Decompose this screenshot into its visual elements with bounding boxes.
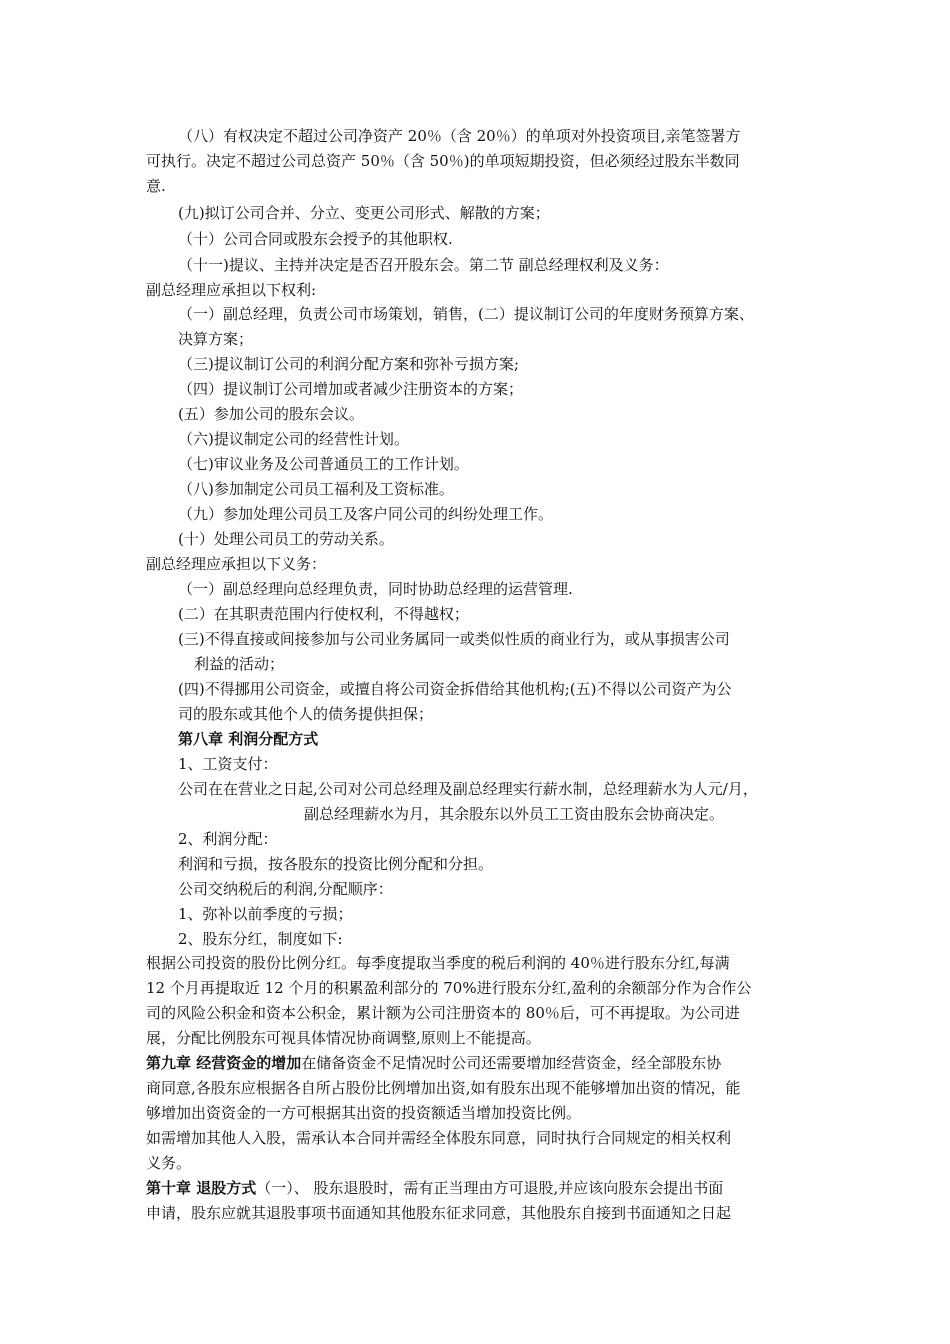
text-line: （三)提议制订公司的利润分配方案和弥补亏损方案; bbox=[178, 355, 519, 373]
text-line: （一）副总经理向总经理负责，同时协助总经理的运营管理. bbox=[178, 580, 573, 598]
chapter-heading: 第十章 退股方式 bbox=[146, 1179, 257, 1197]
text-line bbox=[146, 1053, 721, 1073]
text-line: 如需增加其他人入股，需承认本合同并需经全体股东同意，同时执行合同规定的相关权利 bbox=[146, 1129, 732, 1147]
text-line: 利润和亏损，按各股东的投资比例分配和分担。 bbox=[178, 855, 494, 873]
text-line: （一）副总经理，负责公司市场策划，销售，(二）提议制订公司的年度财务预算方案、 bbox=[178, 305, 754, 323]
text-line: 商同意,各股东应根据各自所占股份比例增加出资,如有股东出现不能够增加出资的情况，能 bbox=[146, 1079, 741, 1097]
text-line: 副总经理薪水为月，其余股东以外员工工资由股东会协商决定。 bbox=[304, 805, 725, 823]
text-line: 申请，股东应就其退股事项书面通知其他股东征求同意，其他股东自接到书面通知之日起 bbox=[146, 1204, 732, 1222]
chapter-heading: 第九章 经营资金的增加 bbox=[146, 1054, 302, 1072]
text-line: 根据公司投资的股份比例分红。每季度提取当季度的税后利润的 40％进行股东分红,每满 bbox=[146, 954, 730, 972]
text-line: 展，分配比例股东可视具体情况协商调整,原则上不能提高。 bbox=[146, 1029, 541, 1047]
text-line: 够增加出资资金的一方可根据其出资的投资额适当增加投资比例。 bbox=[146, 1104, 582, 1122]
text-line: 司的股东或其他个人的债务提供担保； bbox=[178, 705, 434, 723]
text-line: （十一)提议、主持并决定是否召开股东会。第二节 副总经理权利及义务： bbox=[178, 256, 669, 274]
text-line: (九)拟订公司合并、分立、变更公司形式、解散的方案； bbox=[178, 204, 550, 222]
text-line: 公司在在营业之日起,公司对公司总经理及副总经理实行薪水制，总经理薪水为人元/月， bbox=[178, 780, 758, 798]
text-line: 2、利润分配： bbox=[178, 830, 278, 848]
text-line: (五）参加公司的股东会议。 bbox=[178, 405, 364, 423]
text-line: 公司交纳税后的利润,分配顺序： bbox=[178, 880, 393, 898]
text-line: 副总经理应承担以下权利: bbox=[146, 281, 317, 299]
text-line: （六)提议制定公司的经营性计划。 bbox=[178, 430, 409, 448]
text-line bbox=[146, 1178, 723, 1198]
text-line: 意. bbox=[146, 177, 166, 195]
text-line: （九）参加处理公司员工及客户同公司的纠纷处理工作。 bbox=[178, 505, 554, 523]
text-line: （八）有权决定不超过公司净资产 20％（含 20％）的单项对外投资项目,亲笔签署方 bbox=[178, 127, 741, 145]
text-run: 在储备资金不足情况时公司还需要增加经营资金，经全部股东协 bbox=[301, 1054, 722, 1072]
text-line: (二）在其职责范围内行使权利，不得越权； bbox=[178, 605, 469, 623]
text-line: （四）提议制订公司增加或者减少注册资本的方案； bbox=[178, 380, 524, 398]
text-line: 2、股东分红，制度如下: bbox=[178, 930, 343, 948]
text-line: (四)不得挪用公司资金，或擅自将公司资金拆借给其他机构;(五)不得以公司资产为公 bbox=[178, 680, 732, 698]
text-line: 12 个月再提取近 12 个月的积累盈利部分的 70%进行股东分红,盈利的余额部分作为合作公 bbox=[146, 979, 752, 997]
text-line: 利益的活动； bbox=[194, 655, 285, 673]
text-line: 义务。 bbox=[146, 1154, 192, 1172]
text-line: (十）处理公司员工的劳动关系。 bbox=[178, 530, 394, 548]
text-line: （八)参加制定公司员工福利及工资标准。 bbox=[178, 480, 454, 498]
text-run: （一）、 股东退股时，需有正当理由方可退股,并应该向股东会提出书面 bbox=[256, 1179, 724, 1197]
chapter-heading: 第八章 利润分配方式 bbox=[178, 730, 319, 748]
text-line: 决算方案； bbox=[178, 330, 254, 348]
text-line: 1、工资支付： bbox=[178, 755, 278, 773]
text-line: （十）公司合同或股东会授予的其他职权. bbox=[178, 230, 453, 248]
text-line: （七)审议业务及公司普通员工的工作计划。 bbox=[178, 455, 469, 473]
text-line: 1、弥补以前季度的亏损； bbox=[178, 905, 353, 923]
text-line: 司的风险公积金和资本公积金，累计额为公司注册资本的 80％后，可不再提取。为公司进 bbox=[146, 1004, 740, 1022]
text-line: 副总经理应承担以下义务： bbox=[146, 555, 327, 573]
text-line: (三)不得直接或间接参加与公司业务属同一或类似性质的商业行为，或从事损害公司 bbox=[178, 630, 730, 648]
text-line: 可执行。决定不超过公司总资产 50％（含 50％)的单项短期投资，但必须经过股东半数同 bbox=[146, 152, 740, 170]
